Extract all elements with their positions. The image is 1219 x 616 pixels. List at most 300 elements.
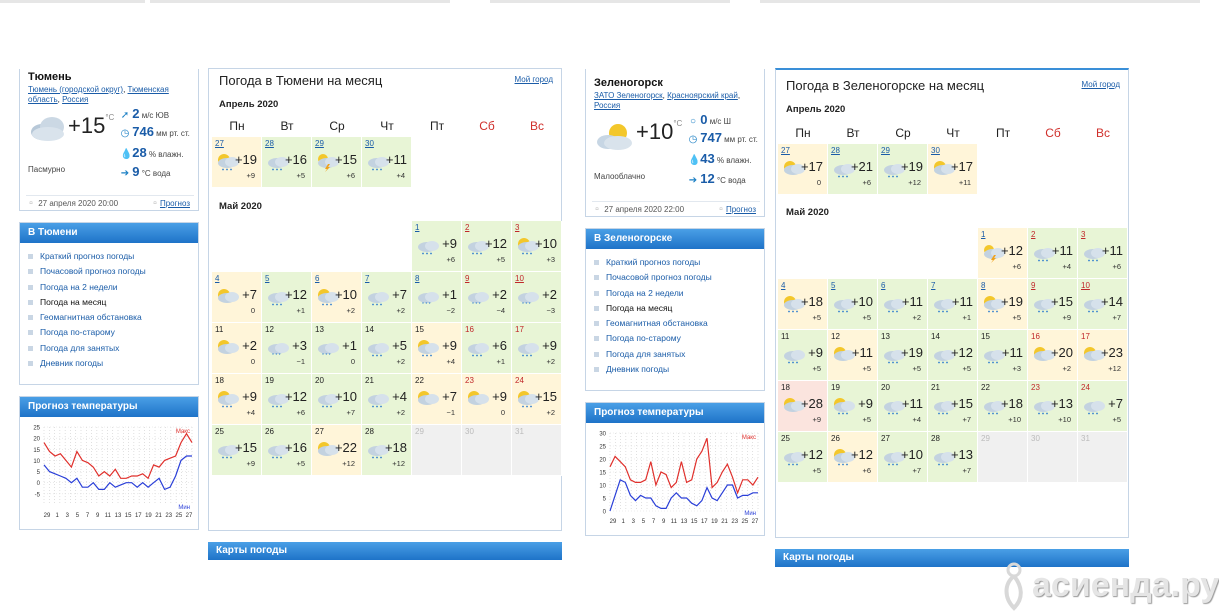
menu-item[interactable]: Погода на 2 недели [594, 286, 756, 301]
day-high-temp: +11 [851, 345, 873, 360]
night-low-temp: +10 [1008, 415, 1021, 424]
menu-item[interactable]: Краткий прогноз погоды [28, 249, 190, 264]
my-city-link[interactable]: Мой город [514, 75, 553, 84]
weekday-header: Чт [380, 119, 394, 133]
day-cell[interactable] [828, 381, 878, 432]
day-number: 6 [881, 281, 886, 290]
day-number: 1 [981, 230, 986, 239]
current-weather-card [19, 69, 199, 211]
menu-item[interactable]: Краткий прогноз погоды [594, 255, 756, 270]
night-low-temp: +5 [1112, 415, 1121, 424]
day-number: 27 [215, 139, 224, 148]
day-high-temp: +10 [334, 389, 357, 404]
day-high-temp: +23 [1100, 345, 1123, 360]
cloud-rain-icon [781, 346, 807, 364]
day-high-temp: +11 [901, 396, 923, 411]
day-high-temp: +11 [385, 152, 407, 167]
day-number: 11 [781, 332, 790, 341]
day-cell[interactable] [878, 279, 928, 330]
day-number: 18 [215, 376, 224, 385]
day-high-temp: +11 [1051, 243, 1073, 258]
day-cell[interactable] [928, 381, 978, 432]
menu-item[interactable]: Погода для занятых [28, 341, 190, 356]
night-low-temp: +6 [1112, 262, 1121, 271]
svg-text:* * *: * * * [322, 353, 331, 359]
sun-cloud-rain-icon [215, 390, 241, 408]
day-high-temp: +12 [284, 389, 307, 404]
day-number: 14 [931, 332, 940, 341]
night-low-temp: +4 [396, 171, 405, 180]
weekday-header: Сб [1045, 126, 1061, 140]
legend-max: Макс [741, 435, 756, 441]
day-number: 16 [1031, 332, 1040, 341]
x-tick-label: 7 [651, 519, 656, 525]
day-high-temp: +11 [951, 294, 973, 309]
day-high-temp: +10 [534, 236, 557, 251]
water-icon: ➔ [120, 168, 130, 179]
day-cell[interactable] [978, 228, 1028, 279]
night-low-temp: +4 [1062, 262, 1071, 271]
night-low-temp: +5 [962, 364, 971, 373]
current-weather-card [585, 69, 765, 217]
day-cell[interactable] [462, 323, 512, 374]
day-high-temp: +20 [1050, 345, 1073, 360]
svg-text:* * *: * * * [522, 302, 531, 308]
forecast-link[interactable]: Прогноз [159, 199, 190, 208]
day-cell[interactable] [312, 374, 362, 425]
day-high-temp: +9 [858, 396, 873, 411]
day-cell[interactable] [828, 279, 878, 330]
y-tick-label: -5 [34, 492, 40, 499]
night-low-temp: +4 [446, 357, 455, 366]
day-cell[interactable] [262, 323, 312, 374]
day-number: 25 [781, 434, 790, 443]
day-cell[interactable] [262, 272, 312, 323]
partly-cloudy-icon [594, 119, 636, 153]
day-cell[interactable] [512, 272, 562, 323]
day-high-temp: +15 [1050, 294, 1073, 309]
weekday-header: Ср [895, 126, 911, 140]
day-number: 5 [265, 274, 270, 283]
night-low-temp: 0 [250, 306, 255, 315]
day-cell[interactable] [1078, 228, 1128, 279]
day-cell[interactable] [412, 221, 462, 272]
day-high-temp: +9 [542, 338, 557, 353]
x-tick-label: 25 [175, 513, 183, 519]
day-high-temp: +7 [1108, 396, 1123, 411]
night-low-temp: +7 [962, 415, 971, 424]
day-number: 7 [365, 274, 370, 283]
day-high-temp: +22 [334, 440, 357, 455]
night-low-temp: +12 [392, 459, 405, 468]
day-cell[interactable] [928, 432, 978, 483]
menu-item[interactable]: Дневник погоды [594, 362, 756, 377]
night-low-temp: +2 [1062, 364, 1071, 373]
x-tick-label: 17 [700, 519, 708, 525]
menu-item-active[interactable]: Погода на месяц [28, 295, 190, 310]
day-number: 30 [365, 139, 374, 148]
day-number: 27 [781, 146, 790, 155]
day-number: 18 [781, 383, 790, 392]
day-cell[interactable] [262, 374, 312, 425]
weekday-header: Вс [1095, 126, 1110, 140]
temperature-chart [588, 425, 764, 535]
day-high-temp: +18 [800, 294, 823, 309]
day-number: 24 [515, 376, 524, 385]
cloud-snow-icon [315, 339, 341, 357]
day-number: 30 [465, 427, 474, 436]
day-high-temp: +12 [284, 287, 307, 302]
day-number: 5 [831, 281, 836, 290]
pressure-info: ◷ 746 мм рт. ст. [120, 124, 190, 139]
region-link[interactable]: ЗАТО Зеленогорск [594, 91, 663, 100]
month-title: Погода в Тюмени на месяц [219, 73, 383, 88]
day-cell[interactable] [1078, 330, 1128, 381]
x-tick-label: 29 [43, 513, 51, 519]
day-number: 22 [981, 383, 990, 392]
y-tick-label: 30 [599, 431, 606, 438]
day-cell[interactable] [878, 381, 928, 432]
day-cell[interactable] [928, 279, 978, 330]
weekday-header: Пн [795, 126, 811, 140]
menu-item[interactable]: Дневник погоды [28, 356, 190, 371]
month-forecast-panel [208, 68, 562, 531]
day-cell[interactable] [262, 425, 312, 476]
day-high-temp: +17 [800, 159, 823, 174]
day-cell[interactable] [212, 374, 262, 425]
night-low-temp: +2 [546, 408, 555, 417]
day-number: 13 [881, 332, 890, 341]
day-high-temp: +13 [1050, 396, 1073, 411]
x-tick-label: 11 [104, 513, 111, 519]
condition-text: Пасмурно [28, 165, 66, 174]
day-number: 29 [415, 427, 424, 436]
y-tick-label: 15 [33, 447, 40, 454]
day-high-temp: +7 [392, 287, 407, 302]
day-high-temp: +14 [1100, 294, 1123, 309]
region-link[interactable]: Красноярский край [667, 91, 738, 100]
day-number: 4 [781, 281, 786, 290]
night-low-temp: +3 [546, 255, 555, 264]
weekday-header: Пт [995, 126, 1011, 140]
calendar-grid [778, 126, 1128, 538]
menu-item[interactable]: Погода на 2 недели [28, 280, 190, 295]
day-number: 30 [1031, 434, 1040, 443]
day-cell[interactable] [212, 425, 262, 476]
menu-item-active[interactable]: Погода на месяц [594, 301, 756, 316]
day-cell[interactable] [312, 272, 362, 323]
day-number: 19 [265, 376, 274, 385]
day-cell[interactable] [978, 330, 1028, 381]
day-cell[interactable] [362, 323, 412, 374]
cloud-rain-icon [515, 339, 541, 357]
day-number: 28 [265, 139, 274, 148]
day-cell[interactable] [778, 279, 828, 330]
day-number: 26 [831, 434, 840, 443]
day-cell[interactable] [1078, 381, 1128, 432]
day-cell[interactable] [312, 323, 362, 374]
night-low-temp: +10 [1058, 415, 1071, 424]
day-cell[interactable] [928, 144, 978, 195]
night-low-temp: +5 [812, 313, 821, 322]
cloud-rain-icon [365, 390, 391, 408]
cloud-rain-icon [415, 237, 441, 255]
day-number: 8 [981, 281, 986, 290]
day-number: 22 [415, 376, 424, 385]
cloud-snow-icon [465, 288, 491, 306]
day-number: 4 [215, 274, 220, 283]
day-number: 2 [465, 223, 470, 232]
svg-text:* * *: * * * [472, 302, 481, 308]
day-cell[interactable] [512, 323, 562, 374]
day-number: 20 [315, 376, 324, 385]
sun-cloud-icon [215, 339, 241, 357]
x-tick-label: 11 [670, 519, 677, 525]
night-low-temp: +7 [346, 408, 355, 417]
day-high-temp: +9 [442, 338, 457, 353]
day-cell[interactable] [828, 330, 878, 381]
day-cell[interactable] [412, 272, 462, 323]
day-number: 31 [515, 427, 524, 436]
water-icon: ➔ [688, 175, 698, 186]
night-low-temp: +7 [962, 466, 971, 475]
day-high-temp: +16 [284, 152, 307, 167]
y-tick-label: 20 [599, 457, 606, 464]
day-cell[interactable] [928, 330, 978, 381]
day-cell[interactable] [312, 137, 362, 188]
day-high-temp: +9 [492, 389, 507, 404]
day-cell[interactable] [262, 137, 312, 188]
day-cell[interactable] [828, 432, 878, 483]
x-tick-label: 9 [96, 513, 100, 519]
temperature-chart-panel [19, 396, 199, 530]
wind-info: ➚ 2 м/с ЮВ [120, 106, 170, 121]
day-cell[interactable] [1078, 279, 1128, 330]
day-high-temp: +13 [950, 447, 973, 462]
menu-item[interactable]: Геомагнитная обстановка [28, 310, 190, 325]
region-links: Тюмень (городской округ), Тюменская область, Россия [28, 85, 169, 104]
day-number: 27 [881, 434, 890, 443]
x-tick-label: 21 [721, 519, 728, 525]
x-tick-label: 1 [621, 519, 625, 525]
night-low-temp: +9 [812, 415, 821, 424]
day-high-temp: +15 [950, 396, 973, 411]
empty-day-cell [462, 425, 512, 476]
doc-icon: ▫ [719, 204, 723, 215]
day-cell[interactable] [412, 374, 462, 425]
day-cell[interactable] [978, 279, 1028, 330]
night-low-temp: +2 [346, 306, 355, 315]
day-cell[interactable] [1028, 381, 1078, 432]
day-number: 31 [1081, 434, 1090, 443]
empty-day-cell [1078, 432, 1128, 483]
day-cell[interactable] [878, 144, 928, 195]
x-tick-label: 13 [114, 513, 122, 519]
day-cell[interactable] [462, 374, 512, 425]
day-high-temp: +7 [242, 287, 257, 302]
menu-item[interactable]: Геомагнитная обстановка [594, 316, 756, 331]
day-number: 6 [315, 274, 320, 283]
night-low-temp: +12 [1108, 364, 1121, 373]
day-number: 12 [265, 325, 274, 334]
day-number: 30 [931, 146, 940, 155]
day-cell[interactable] [312, 425, 362, 476]
day-number: 21 [931, 383, 940, 392]
night-low-temp: +12 [342, 459, 355, 468]
day-high-temp: +12 [950, 345, 973, 360]
y-tick-label: 0 [602, 509, 606, 516]
day-cell[interactable] [212, 323, 262, 374]
day-high-temp: +9 [442, 236, 457, 251]
day-number: 28 [365, 427, 374, 436]
day-cell[interactable] [778, 330, 828, 381]
watermark-emblem-icon [1002, 562, 1030, 612]
night-low-temp: +9 [246, 459, 255, 468]
night-low-temp: +6 [346, 171, 355, 180]
day-cell[interactable] [362, 137, 412, 188]
day-high-temp: +21 [850, 159, 873, 174]
menu-item[interactable]: Погода для занятых [594, 347, 756, 362]
menu-item[interactable]: Почасовой прогноз погоды [28, 264, 190, 279]
cloud-rain-icon [365, 339, 391, 357]
water-info: ➔ 9 °С вода [120, 164, 171, 179]
empty-day-cell [978, 432, 1028, 483]
day-cell[interactable] [778, 144, 828, 195]
day-high-temp: +11 [901, 294, 923, 309]
day-number: 28 [831, 146, 840, 155]
y-tick-label: 10 [33, 458, 40, 465]
svg-text:* * *: * * * [422, 302, 431, 308]
day-number: 26 [265, 427, 274, 436]
day-number: 17 [1081, 332, 1090, 341]
wind-arrow-icon: ➚ [120, 110, 130, 121]
menu-item[interactable]: Погода по-старому [28, 325, 190, 340]
region-link[interactable]: Тюменская область [28, 85, 169, 104]
day-number: 29 [981, 434, 990, 443]
calm-icon: ○ [689, 116, 697, 127]
region-link[interactable]: Россия [62, 95, 89, 104]
month-forecast-panel [775, 68, 1129, 538]
day-high-temp: +10 [334, 287, 357, 302]
maps-header[interactable]: Карты погоды [208, 542, 562, 560]
calendar-icon: ▫ [595, 204, 599, 215]
day-cell[interactable] [362, 374, 412, 425]
day-number: 3 [515, 223, 520, 232]
weekday-header: Вт [846, 126, 860, 140]
forecast-link[interactable]: Прогноз [725, 205, 756, 214]
night-low-temp: +2 [396, 357, 405, 366]
calendar-icon: ▫ [29, 198, 33, 209]
night-low-temp: +5 [912, 364, 921, 373]
day-cell[interactable] [462, 221, 512, 272]
svg-text:* * *: * * * [272, 353, 281, 359]
night-low-temp: −1 [296, 357, 305, 366]
day-cell[interactable] [1028, 279, 1078, 330]
day-high-temp: +12 [1000, 243, 1023, 258]
day-cell[interactable] [978, 381, 1028, 432]
wind-info: ○ 0 м/с Ш [689, 112, 732, 127]
x-tick-label: 25 [741, 519, 749, 525]
x-tick-label: 19 [711, 519, 718, 525]
night-low-temp: +6 [296, 408, 305, 417]
day-high-temp: +15 [534, 389, 557, 404]
day-number: 9 [1031, 281, 1036, 290]
drop-icon: 💧 [120, 149, 133, 160]
day-cell[interactable] [362, 272, 412, 323]
series-line [44, 434, 192, 479]
day-cell[interactable] [878, 330, 928, 381]
x-tick-label: 23 [731, 519, 739, 525]
day-cell[interactable] [778, 432, 828, 483]
my-city-link[interactable]: Мой город [1081, 80, 1120, 89]
humidity-info: 💧 43 % влажн. [688, 151, 752, 166]
day-number: 29 [315, 139, 324, 148]
day-high-temp: +9 [242, 389, 257, 404]
night-low-temp: +6 [1012, 262, 1021, 271]
day-cell[interactable] [1028, 330, 1078, 381]
humidity-info: 💧 28 % влажн. [120, 145, 184, 160]
sun-cloud-icon [215, 288, 241, 306]
day-high-temp: +5 [392, 338, 407, 353]
day-high-temp: +10 [850, 294, 873, 309]
menu-item[interactable]: Почасовой прогноз погоды [594, 270, 756, 285]
day-number: 9 [465, 274, 470, 283]
day-high-temp: +19 [900, 159, 923, 174]
empty-day-cell [512, 425, 562, 476]
day-cell[interactable] [828, 144, 878, 195]
day-number: 20 [881, 383, 890, 392]
region-link[interactable]: Тюмень (городской округ) [28, 85, 124, 94]
night-low-temp: +7 [912, 466, 921, 475]
day-cell[interactable] [878, 432, 928, 483]
night-low-temp: +2 [396, 306, 405, 315]
day-cell[interactable] [362, 425, 412, 476]
day-number: 14 [365, 325, 374, 334]
night-low-temp: +6 [862, 178, 871, 187]
night-low-temp: +5 [862, 364, 871, 373]
day-cell[interactable] [212, 272, 262, 323]
night-low-temp: 0 [500, 408, 505, 417]
day-cell[interactable] [412, 323, 462, 374]
menu-item[interactable]: Погода по-старому [594, 331, 756, 346]
region-link[interactable]: Россия [594, 101, 621, 110]
maps-header[interactable]: Карты погоды [775, 549, 1129, 567]
day-high-temp: +1 [342, 338, 357, 353]
day-cell[interactable] [778, 381, 828, 432]
x-tick-label: 3 [65, 513, 69, 519]
day-cell[interactable] [1028, 228, 1078, 279]
day-number: 23 [1031, 383, 1040, 392]
x-tick-label: 27 [185, 513, 193, 519]
y-tick-label: 5 [36, 470, 40, 477]
city-name: Зеленогорск [594, 77, 663, 89]
day-cell[interactable] [462, 272, 512, 323]
chart-header: Прогноз температуры [20, 397, 198, 417]
day-high-temp: +9 [808, 345, 823, 360]
night-low-temp: +2 [546, 357, 555, 366]
day-number: 1 [415, 223, 420, 232]
day-cell[interactable] [212, 137, 262, 188]
top-bar [0, 0, 1200, 4]
y-tick-label: 20 [33, 436, 40, 443]
day-number: 15 [415, 325, 424, 334]
day-cell[interactable] [512, 374, 562, 425]
night-low-temp: +5 [296, 459, 305, 468]
x-tick-label: 15 [124, 513, 132, 519]
day-number: 10 [1081, 281, 1090, 290]
day-cell[interactable] [512, 221, 562, 272]
day-high-temp: +2 [492, 287, 507, 302]
